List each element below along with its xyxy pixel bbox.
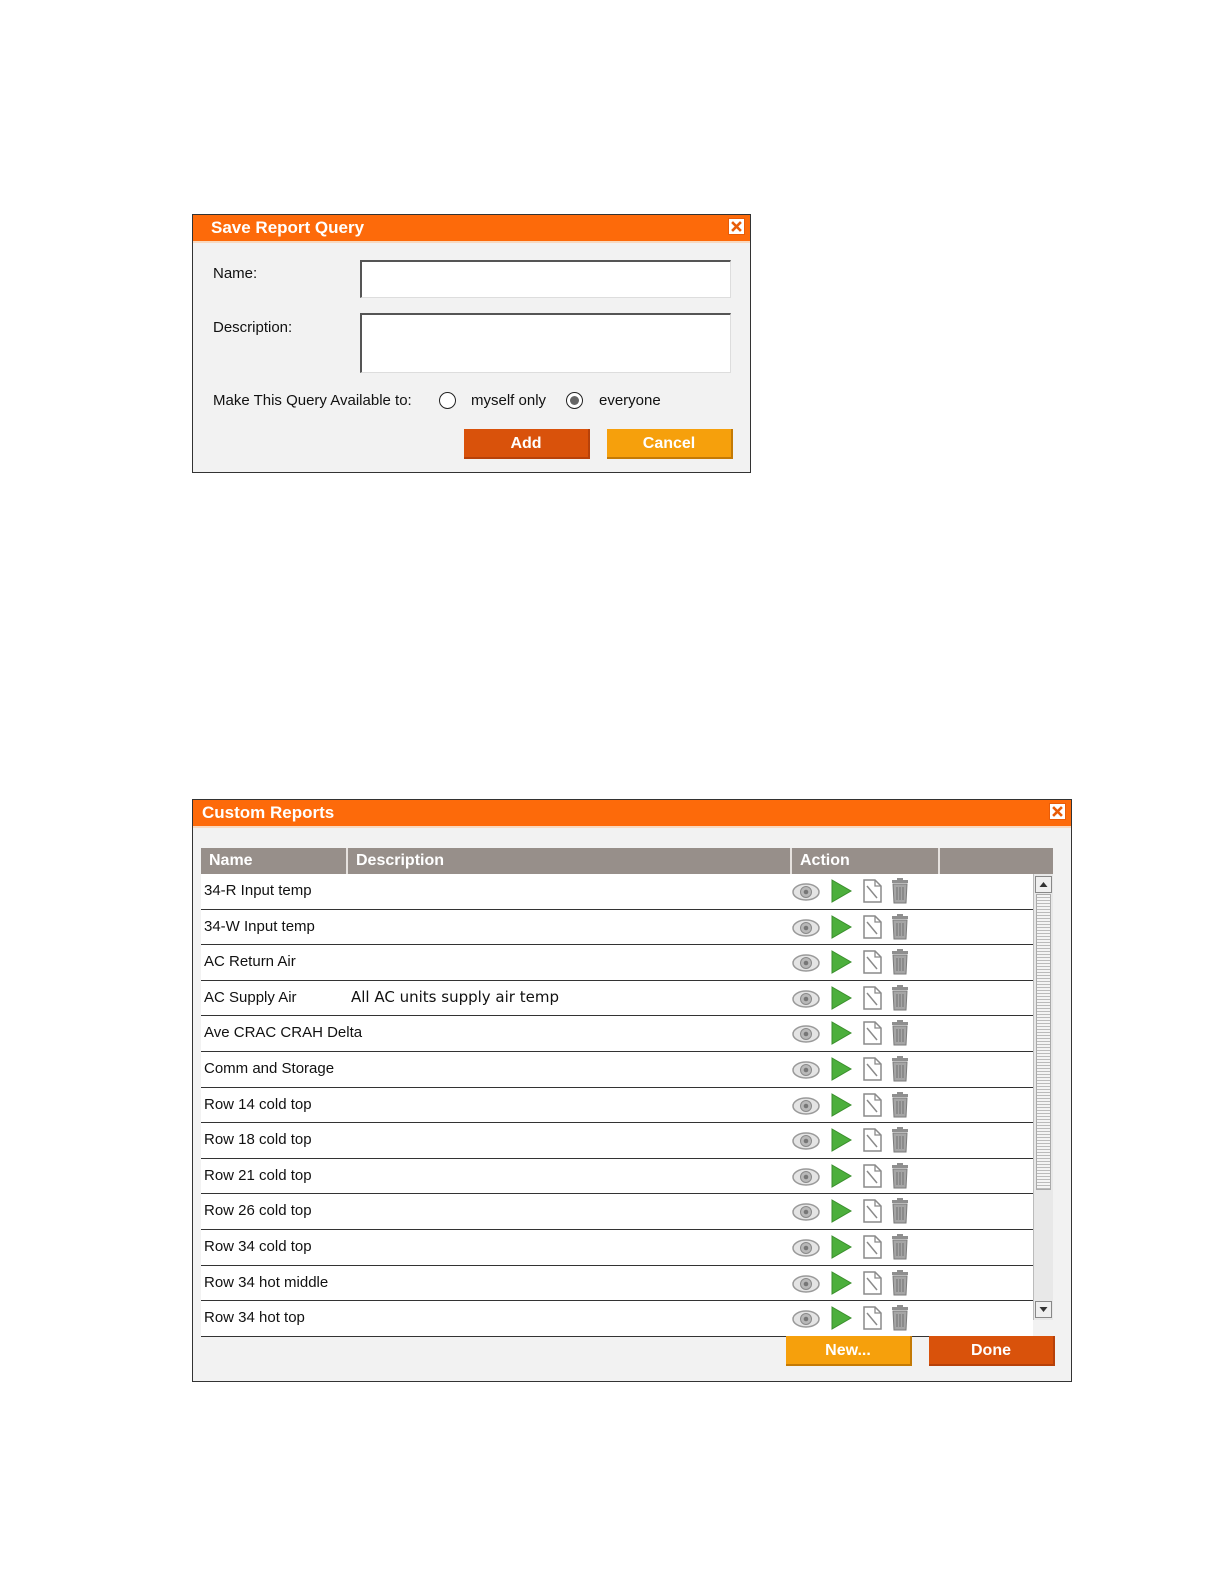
run-icon[interactable] (828, 1198, 854, 1229)
close-button[interactable] (1049, 803, 1066, 820)
run-icon[interactable] (828, 1092, 854, 1123)
report-row[interactable] (201, 1159, 1033, 1195)
dialog-title: Save Report Query (211, 218, 365, 237)
report-row[interactable] (201, 981, 1033, 1017)
view-icon[interactable] (791, 1092, 821, 1123)
edit-icon[interactable] (859, 985, 885, 1016)
edit-icon[interactable] (859, 1020, 885, 1051)
add-button[interactable]: Add (464, 429, 590, 459)
report-row[interactable] (201, 874, 1033, 910)
report-name: Row 34 hot top (204, 1309, 305, 1327)
view-icon[interactable] (791, 1163, 821, 1194)
run-icon[interactable] (828, 1270, 854, 1301)
delete-icon[interactable] (889, 1234, 911, 1265)
reports-list (201, 874, 1033, 1327)
edit-icon[interactable] (859, 1092, 885, 1123)
arrow-down-icon (1036, 1302, 1051, 1317)
run-icon[interactable] (828, 878, 854, 909)
delete-icon[interactable] (889, 1163, 911, 1194)
report-name: Row 34 cold top (204, 1237, 312, 1255)
edit-icon[interactable] (859, 949, 885, 980)
close-icon (1050, 804, 1065, 819)
report-row[interactable] (201, 1052, 1033, 1088)
report-name: Row 21 cold top (204, 1166, 312, 1184)
report-name: 34-R Input temp (204, 882, 312, 899)
delete-icon[interactable] (889, 1270, 911, 1301)
report-row[interactable] (201, 910, 1033, 946)
edit-icon[interactable] (859, 1056, 885, 1087)
report-name: 34-W Input temp (204, 917, 315, 935)
view-icon[interactable] (791, 1305, 821, 1336)
edit-icon[interactable] (859, 914, 885, 945)
report-row[interactable] (201, 1266, 1033, 1302)
view-icon[interactable] (791, 1127, 821, 1158)
run-icon[interactable] (828, 914, 854, 945)
view-icon[interactable] (791, 1270, 821, 1301)
report-row[interactable] (201, 1088, 1033, 1124)
view-icon[interactable] (791, 914, 821, 945)
view-icon[interactable] (791, 1020, 821, 1051)
arrow-up-icon (1036, 877, 1051, 892)
report-name: Ave CRAC CRAH Delta (204, 1024, 363, 1042)
description-input[interactable] (360, 313, 731, 373)
delete-icon[interactable] (889, 1020, 911, 1051)
run-icon[interactable] (828, 1163, 854, 1194)
view-icon[interactable] (791, 1234, 821, 1265)
report-row[interactable] (201, 1123, 1033, 1159)
run-icon[interactable] (828, 1020, 854, 1051)
dialog-titlebar (193, 215, 750, 243)
edit-icon[interactable] (859, 1270, 885, 1301)
column-header-description[interactable]: Description (348, 848, 792, 874)
edit-icon[interactable] (859, 1305, 885, 1336)
delete-icon[interactable] (889, 1092, 911, 1123)
delete-icon[interactable] (889, 1127, 911, 1158)
edit-icon[interactable] (859, 878, 885, 909)
new-button[interactable]: New... (786, 1336, 912, 1366)
report-name: Row 18 cold top (204, 1131, 312, 1149)
report-name: Row 34 hot middle (204, 1273, 329, 1291)
column-header-action[interactable]: Action (792, 848, 940, 874)
name-label: Name: (213, 265, 258, 282)
view-icon[interactable] (791, 985, 821, 1016)
delete-icon[interactable] (889, 985, 911, 1016)
vertical-scrollbar[interactable] (1033, 874, 1053, 1320)
report-name: AC Return Air (204, 953, 296, 971)
edit-icon[interactable] (859, 1127, 885, 1158)
scroll-down-button[interactable] (1035, 1301, 1052, 1318)
description-label: Description: (213, 319, 293, 336)
grid-header (201, 848, 1053, 874)
delete-icon[interactable] (889, 1056, 911, 1087)
report-row[interactable] (201, 1194, 1033, 1230)
scroll-up-button[interactable] (1035, 876, 1052, 893)
run-icon[interactable] (828, 1234, 854, 1265)
report-name: Row 26 cold top (204, 1202, 312, 1220)
close-icon (729, 219, 744, 234)
everyone-label: everyone (599, 392, 661, 409)
dialog-titlebar (193, 800, 1071, 828)
report-row[interactable] (201, 945, 1033, 981)
radio-everyone[interactable] (566, 392, 583, 409)
run-icon[interactable] (828, 1056, 854, 1087)
custom-reports-dialog (192, 799, 1072, 1382)
availability-label: Make This Query Available to: (213, 392, 412, 409)
run-icon[interactable] (828, 1127, 854, 1158)
view-icon[interactable] (791, 1056, 821, 1087)
delete-icon[interactable] (889, 914, 911, 945)
edit-icon[interactable] (859, 1198, 885, 1229)
myself-only-label: myself only (471, 392, 547, 409)
delete-icon[interactable] (889, 878, 911, 909)
close-button[interactable] (728, 218, 745, 235)
delete-icon[interactable] (889, 949, 911, 980)
report-row[interactable] (201, 1230, 1033, 1266)
report-name: Row 14 cold top (204, 1095, 312, 1113)
report-name: AC Supply Air (204, 988, 297, 1006)
run-icon[interactable] (828, 949, 854, 980)
view-icon[interactable] (791, 1198, 821, 1229)
delete-icon[interactable] (889, 1198, 911, 1229)
name-input[interactable] (360, 260, 731, 298)
delete-icon[interactable] (889, 1305, 911, 1336)
cancel-button[interactable]: Cancel (607, 429, 733, 459)
dialog-title: Custom Reports (202, 803, 335, 822)
edit-icon[interactable] (859, 1234, 885, 1265)
done-button[interactable]: Done (929, 1336, 1055, 1366)
report-name: Comm and Storage (204, 1059, 335, 1077)
edit-icon[interactable] (859, 1163, 885, 1194)
report-row[interactable] (201, 1301, 1033, 1337)
column-header-name[interactable]: Name (201, 848, 348, 874)
view-icon[interactable] (791, 878, 821, 909)
view-icon[interactable] (791, 949, 821, 980)
save-report-query-dialog (192, 214, 751, 473)
scroll-thumb[interactable] (1036, 894, 1051, 1190)
run-icon[interactable] (828, 1305, 854, 1336)
report-description: All AC units supply air temp (351, 987, 559, 1006)
radio-myself-only[interactable] (439, 392, 456, 409)
run-icon[interactable] (828, 985, 854, 1016)
report-row[interactable] (201, 1016, 1033, 1052)
